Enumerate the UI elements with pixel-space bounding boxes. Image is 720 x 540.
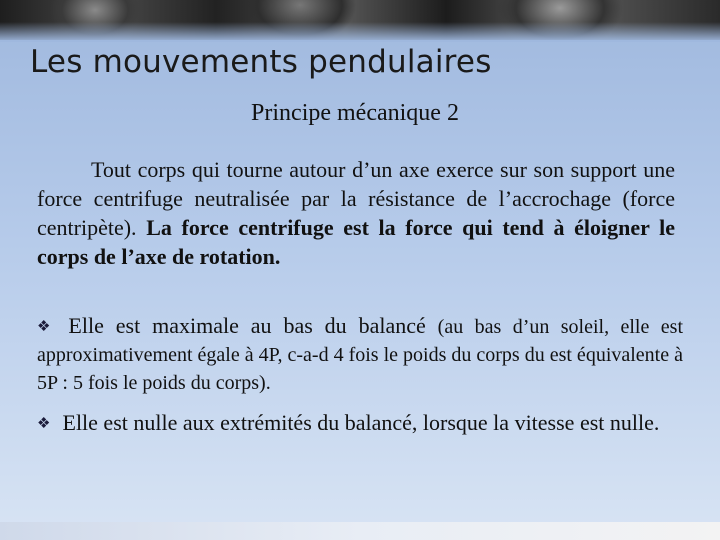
bullet-text: Elle est nulle aux extrémités du balancé, lorsque la vitesse est nulle. [62, 410, 660, 435]
bullet-lead-text: Elle est maximale au bas du balancé [68, 313, 438, 338]
bullet-item-null [37, 408, 683, 439]
bullet-item-maximal [37, 312, 683, 397]
principle-paragraph [37, 155, 675, 271]
footer-strip [0, 522, 720, 540]
paragraph-text: Tout corps qui tourne autour d’un axe exerce sur son support une force centrifuge neutralisée par la résistance de l’accrochage (force centripète). [37, 157, 675, 240]
slide-title: Les mouvements pendulaires [30, 44, 492, 80]
diamond-bullet-icon: ❖ [37, 319, 51, 335]
bullet-detail-text: (au bas d’un soleil, elle est approximativement égale à 4P, c-a-d 4 fois le poids du corps du est équivalente à 5P : 5 fois le poids du corps). [37, 316, 683, 394]
paragraph-bold-text: La force centrifuge est la force qui tend à éloigner le corps de l’axe de rotation. [37, 215, 675, 269]
diamond-bullet-icon: ❖ [37, 416, 51, 432]
slide-subtitle [0, 100, 710, 127]
subtitle-text: Principe mécanique 2 [251, 100, 459, 126]
header-fade [0, 22, 720, 42]
